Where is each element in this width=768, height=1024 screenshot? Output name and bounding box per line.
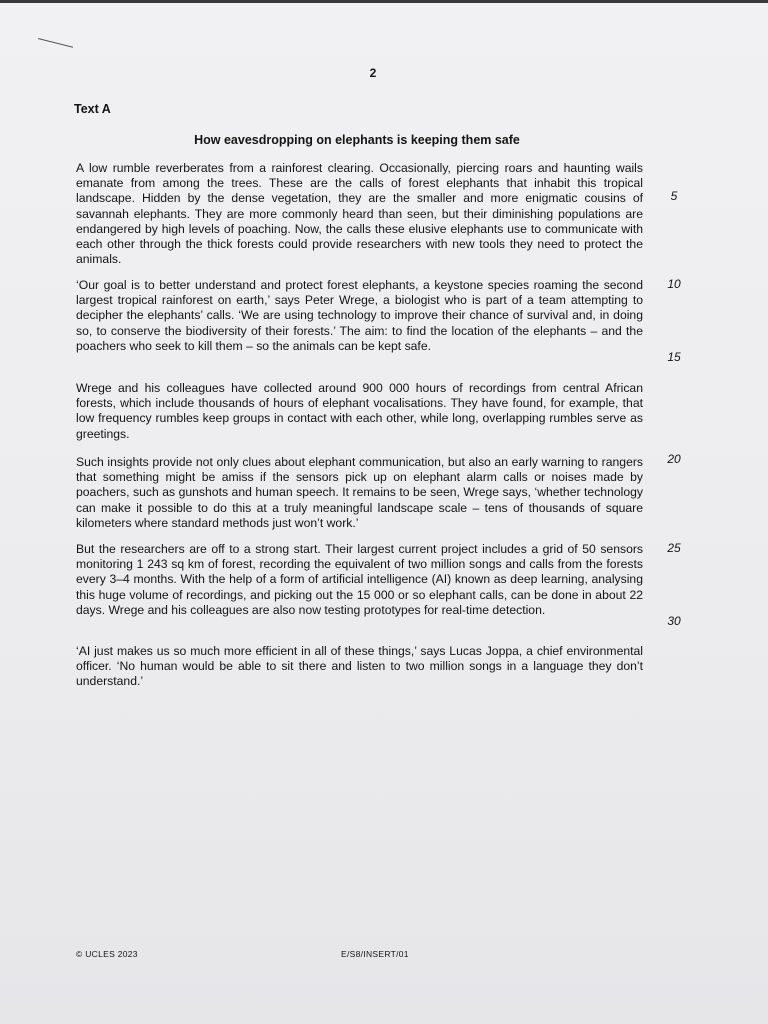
paragraph-3: Wrege and his colleagues have collected around 900 000 hours of recordings from central African forests, which include thousands of hours of elephant vocalisations. They have found, for example, that low frequency rumbles keep groups in contact with each other, while long, overlapping rumbles serve as greetings.	[76, 381, 643, 441]
paragraph-4: Such insights provide not only clues about elephant communication, but also an early warning to rangers that something might be amiss if the sensors pick up on elephant alarm calls or noises made by poachers, such as gunshots and human speech. It remains to be seen, Wrege says, ‘whether technology can make it possible to do this at a truly meaningful landscape scale – tens of thousands of square kilometers where standard methods just won’t work.’	[76, 455, 643, 530]
paragraph-6: ‘AI just makes us so much more efficient in all of these things,’ says Lucas Joppa, a chief environmental officer. ‘No human would be able to sit there and listen to two million songs in a language they don’t understand.’	[76, 644, 643, 689]
pen-mark	[38, 38, 73, 48]
line-number-10: 10	[667, 277, 681, 291]
line-number-5: 5	[670, 189, 678, 203]
line-number-30: 30	[667, 614, 681, 628]
paragraph-5: But the researchers are off to a strong start. Their largest current project includes a grid of 50 sensors monitoring 1 243 sq km of forest, recording the equivalent of two million songs and calls from the forests every 3–4 months. With the help of a form of artificial intelligence (AI) known as deep learning, analysing this huge volume of recordings, and picking out the 15 000 or so elephant calls, can be done in about 22 days. Wrege and his colleagues are also now testing prototypes for real-time detection.	[76, 542, 643, 617]
page-top-edge	[0, 0, 768, 3]
paragraph-2: ‘Our goal is to better understand and protect forest elephants, a keystone species roaming the second largest tropical rainforest on earth,’ says Peter Wrege, a biologist who is part of a team attempting to decipher the elephants’ calls. ‘We are using technology to improve their chance of survival and, in doing so, to conserve the biodiversity of their forests.’ The aim: to find the location of the elephants – and the poachers who seek to kill them – so the animals can be kept safe.	[76, 278, 643, 353]
article-title: How eavesdropping on elephants is keeping them safe	[194, 133, 520, 147]
line-number-15: 15	[667, 350, 681, 364]
footer-copyright: © UCLES 2023	[76, 949, 138, 959]
footer-document-code: E/S8/INSERT/01	[341, 949, 409, 959]
line-number-25: 25	[667, 541, 681, 555]
page-number: 2	[369, 66, 377, 80]
line-number-20: 20	[667, 452, 681, 466]
paragraph-1: A low rumble reverberates from a rainforest clearing. Occasionally, piercing roars and haunting wails emanate from among the trees. These are the calls of forest elephants that inhabit this tropical landscape. Hidden by the dense vegetation, they are the smaller and more enigmatic cousins of savannah elephants. They are more commonly heard than seen, but their diminishing populations are endangered by high levels of poaching. Now, the calls these elusive elephants use to communicate with each other through the thick forests could provide researchers with new tools they need to protect the animals.	[76, 161, 643, 267]
section-label: Text A	[74, 102, 111, 116]
